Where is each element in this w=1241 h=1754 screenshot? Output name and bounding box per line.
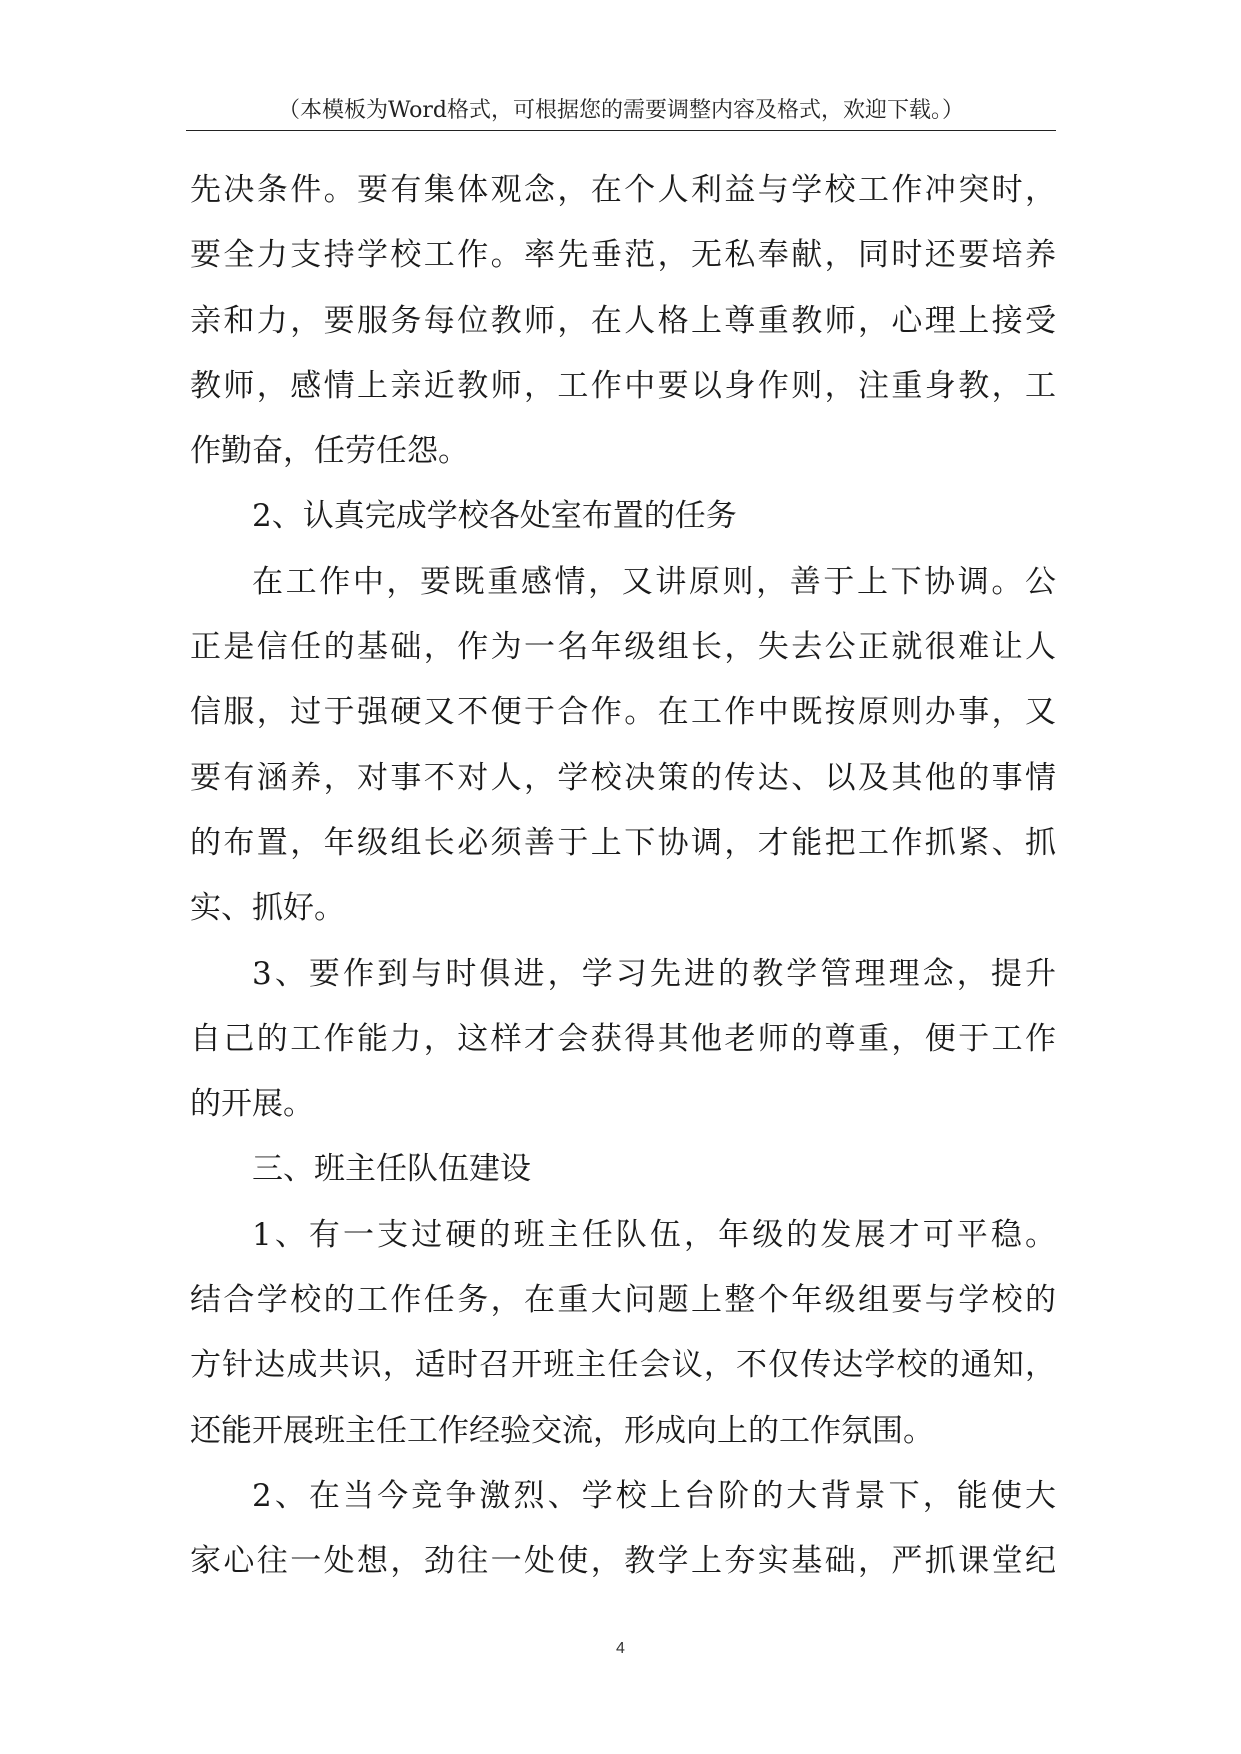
text-line: 的开展。 bbox=[190, 1086, 314, 1123]
text-line: 亲和力，要服务每位教师，在人格上尊重教师，心理上接受 bbox=[190, 302, 1056, 339]
text-line: 实、抓好。 bbox=[190, 890, 345, 927]
text-line: 教师，感情上亲近教师，工作中要以身作则，注重身教，工 bbox=[190, 367, 1056, 404]
text-line: 2、在当今竞争激烈、学校上台阶的大背景下，能使大 bbox=[252, 1477, 1056, 1514]
text-line: 方针达成共识，适时召开班主任会议，不仅传达学校的通知， bbox=[190, 1347, 1056, 1384]
text-line: 先决条件。要有集体观念，在个人利益与学校工作冲突时， bbox=[190, 172, 1056, 208]
text-line: 正是信任的基础，作为一名年级组长，失去公正就很难让人 bbox=[190, 629, 1056, 666]
text-line: 自己的工作能力，这样才会获得其他老师的尊重，便于工作 bbox=[190, 1020, 1056, 1057]
text-line: 三、班主任队伍建设 bbox=[252, 1151, 531, 1188]
header-note: （本模板为Word格式，可根据您的需要调整内容及格式，欢迎下载。） bbox=[278, 98, 964, 123]
body-text bbox=[190, 158, 1056, 1595]
text-line: 信服，过于强硬又不便于合作。在工作中既按原则办事，又 bbox=[190, 694, 1056, 731]
header-divider bbox=[186, 130, 1056, 131]
text-line: 家心往一处想，劲往一处使，教学上夯实基础，严抓课堂纪 bbox=[190, 1543, 1056, 1580]
text-line: 要全力支持学校工作。率先垂范，无私奉献，同时还要培养 bbox=[190, 237, 1056, 274]
text-line: 作勤奋，任劳任怨。 bbox=[190, 433, 469, 470]
text-line: 在工作中，要既重感情，又讲原则，善于上下协调。公 bbox=[252, 563, 1056, 600]
text-line: 2、认真完成学校各处室布置的任务 bbox=[252, 498, 737, 535]
text-line: 1、有一支过硬的班主任队伍，年级的发展才可平稳。 bbox=[252, 1216, 1056, 1253]
page-number: 4 bbox=[616, 1640, 625, 1657]
text-line: 还能开展班主任工作经验交流，形成向上的工作氛围。 bbox=[190, 1412, 934, 1449]
text-line: 要有涵养，对事不对人，学校决策的传达、以及其他的事情 bbox=[190, 759, 1056, 796]
text-line: 结合学校的工作任务，在重大问题上整个年级组要与学校的 bbox=[190, 1282, 1056, 1319]
text-line: 的布置，年级组长必须善于上下协调，才能把工作抓紧、抓 bbox=[190, 824, 1056, 861]
text-line: 3、要作到与时俱进，学习先进的教学管理理念，提升 bbox=[252, 955, 1056, 992]
